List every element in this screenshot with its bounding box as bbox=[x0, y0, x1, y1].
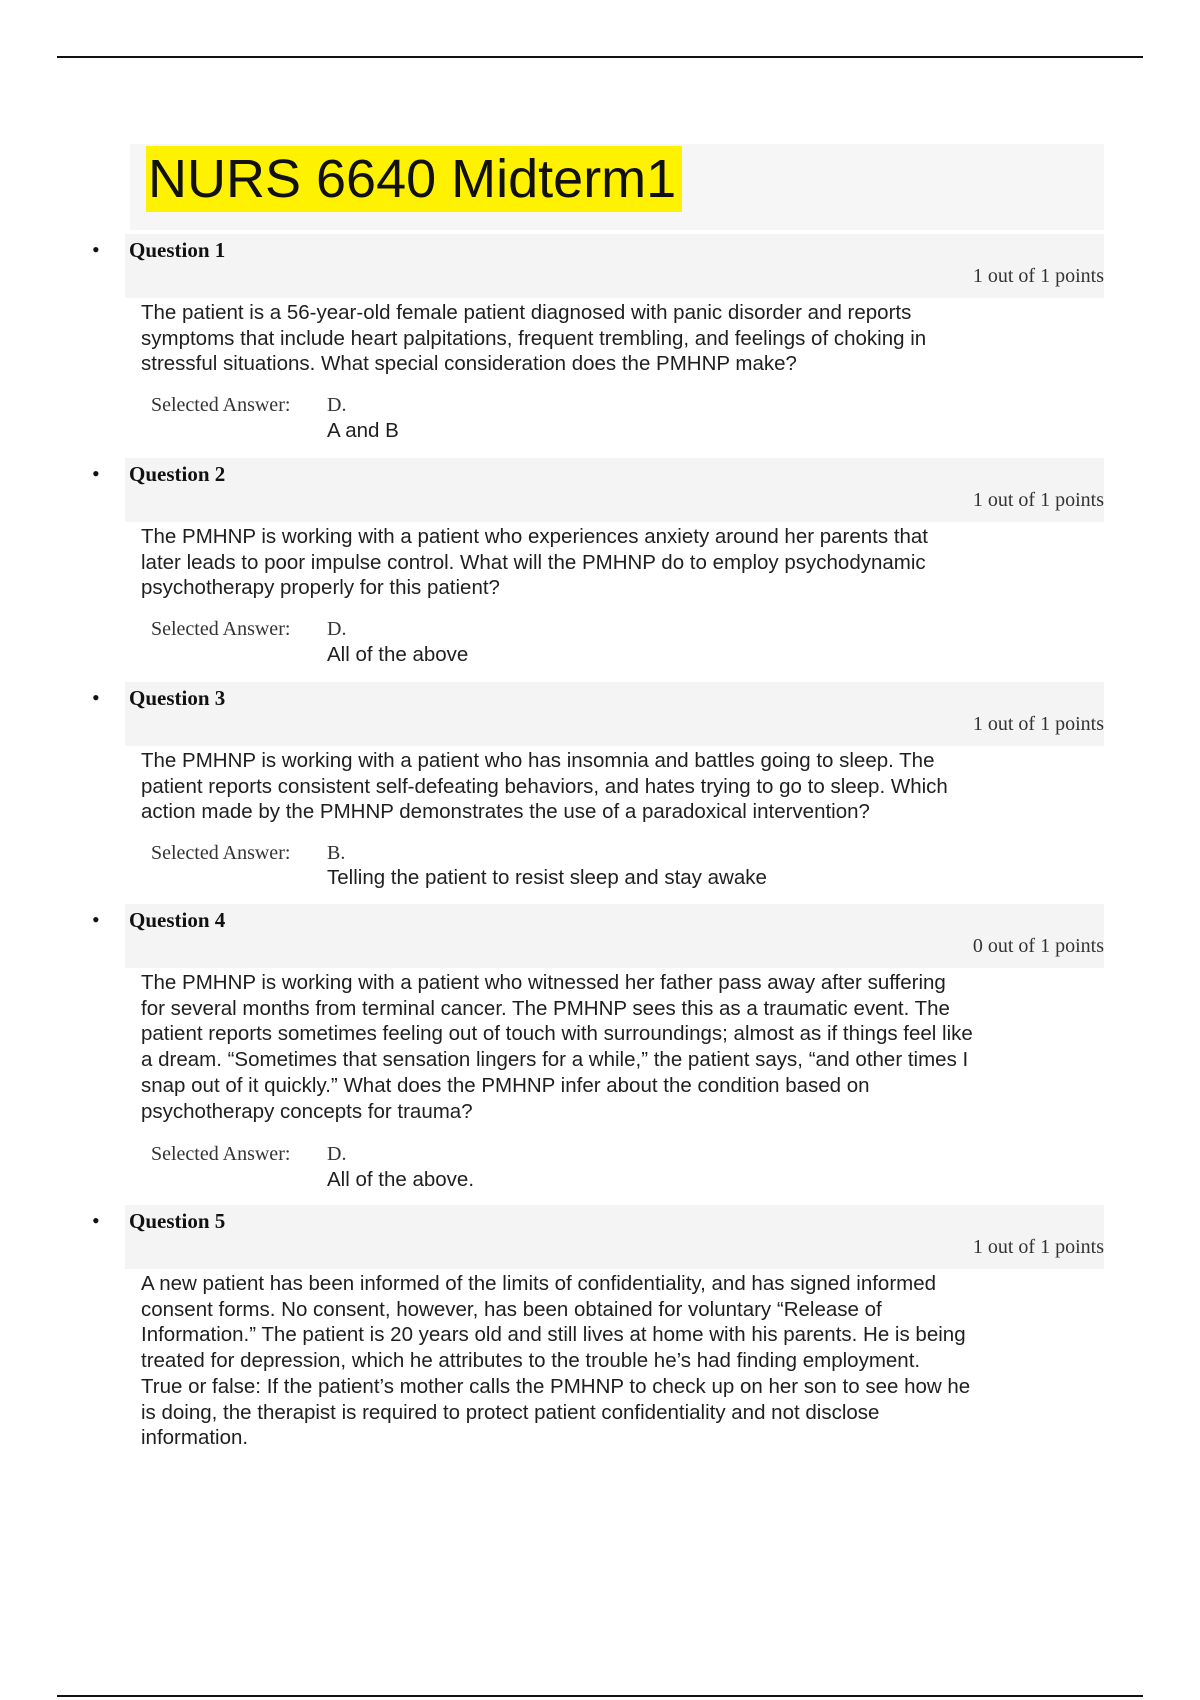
bullet-icon: • bbox=[92, 1208, 100, 1233]
answer-letter: B. bbox=[327, 842, 346, 864]
question-title: Question 3 bbox=[129, 686, 226, 710]
selected-answer-label: Selected Answer: bbox=[151, 842, 291, 864]
answer-text: All of the above bbox=[327, 643, 469, 666]
bullet-icon: • bbox=[92, 237, 100, 262]
question-header-band bbox=[125, 682, 1104, 746]
question-points: 1 out of 1 points bbox=[972, 1236, 1104, 1258]
selected-answer-label: Selected Answer: bbox=[151, 1143, 291, 1165]
selected-answer-label: Selected Answer: bbox=[151, 394, 291, 416]
question-text: The PMHNP is working with a patient who experiences anxiety around her parents that later leads to poor impulse control. What will the PMHNP do to employ psychodynamic psychotherapy properly for this patient? bbox=[141, 525, 929, 600]
question-points: 0 out of 1 points bbox=[972, 935, 1104, 957]
answer-letter: D. bbox=[327, 1143, 347, 1165]
question-text: The patient is a 56-year-old female patient diagnosed with panic disorder and reports symptoms that include heart palpitations, frequent trembling, and feelings of choking in stressful situations. What special consideration does the PMHNP make? bbox=[141, 301, 927, 376]
question-header-band bbox=[125, 458, 1104, 522]
answer-text: All of the above. bbox=[327, 1168, 475, 1191]
question-text: A new patient has been informed of the limits of confidentiality, and has signed informed consent forms. No consent, however, has been obtained for voluntary “Release of Information.” The patient is 20 years old and still lives at home with his parents. He is being treated for depression, which he attributes to the trouble he’s had finding employment. True or false: If the patient’s mother calls the PMHNP to check up on her son to see how he is doing, the therapist is required to protect patient confidentiality and not disclose information. bbox=[141, 1272, 971, 1450]
answer-text: A and B bbox=[327, 419, 399, 442]
question-text: The PMHNP is working with a patient who witnessed her father pass away after suffering for several months from terminal cancer. The PMHNP sees this as a traumatic event. The patient reports sometimes feeling out of touch with surroundings; almost as if things feel like a dream. “Sometimes that sensation lingers for a while,” the patient says, “and other times I snap out of it quickly.” What does the PMHNP infer about the condition based on psychotherapy concepts for trauma? bbox=[141, 971, 973, 1123]
page-title: NURS 6640 Midterm1 bbox=[146, 146, 682, 212]
question-header-band bbox=[125, 234, 1104, 298]
question-points: 1 out of 1 points bbox=[972, 713, 1104, 735]
question-title: Question 5 bbox=[129, 1209, 226, 1233]
bullet-icon: • bbox=[92, 907, 100, 932]
bullet-icon: • bbox=[92, 685, 100, 710]
question-header-band bbox=[125, 904, 1104, 968]
bottom-rule bbox=[57, 1695, 1143, 1697]
answer-letter: D. bbox=[327, 394, 347, 416]
question-title: Question 2 bbox=[129, 462, 226, 486]
question-title: Question 4 bbox=[129, 908, 226, 932]
question-title: Question 1 bbox=[129, 238, 226, 262]
question-header-band bbox=[125, 1205, 1104, 1269]
question-points: 1 out of 1 points bbox=[972, 489, 1104, 511]
bullet-icon: • bbox=[92, 461, 100, 486]
answer-letter: D. bbox=[327, 618, 347, 640]
selected-answer-label: Selected Answer: bbox=[151, 618, 291, 640]
answer-text: Telling the patient to resist sleep and stay awake bbox=[327, 866, 767, 889]
question-points: 1 out of 1 points bbox=[972, 265, 1104, 287]
question-text: The PMHNP is working with a patient who has insomnia and battles going to sleep. The patient reports consistent self-defeating behaviors, and hates trying to go to sleep. Which action made by the PMHNP demonstrates the use of a paradoxical intervention? bbox=[141, 749, 948, 824]
